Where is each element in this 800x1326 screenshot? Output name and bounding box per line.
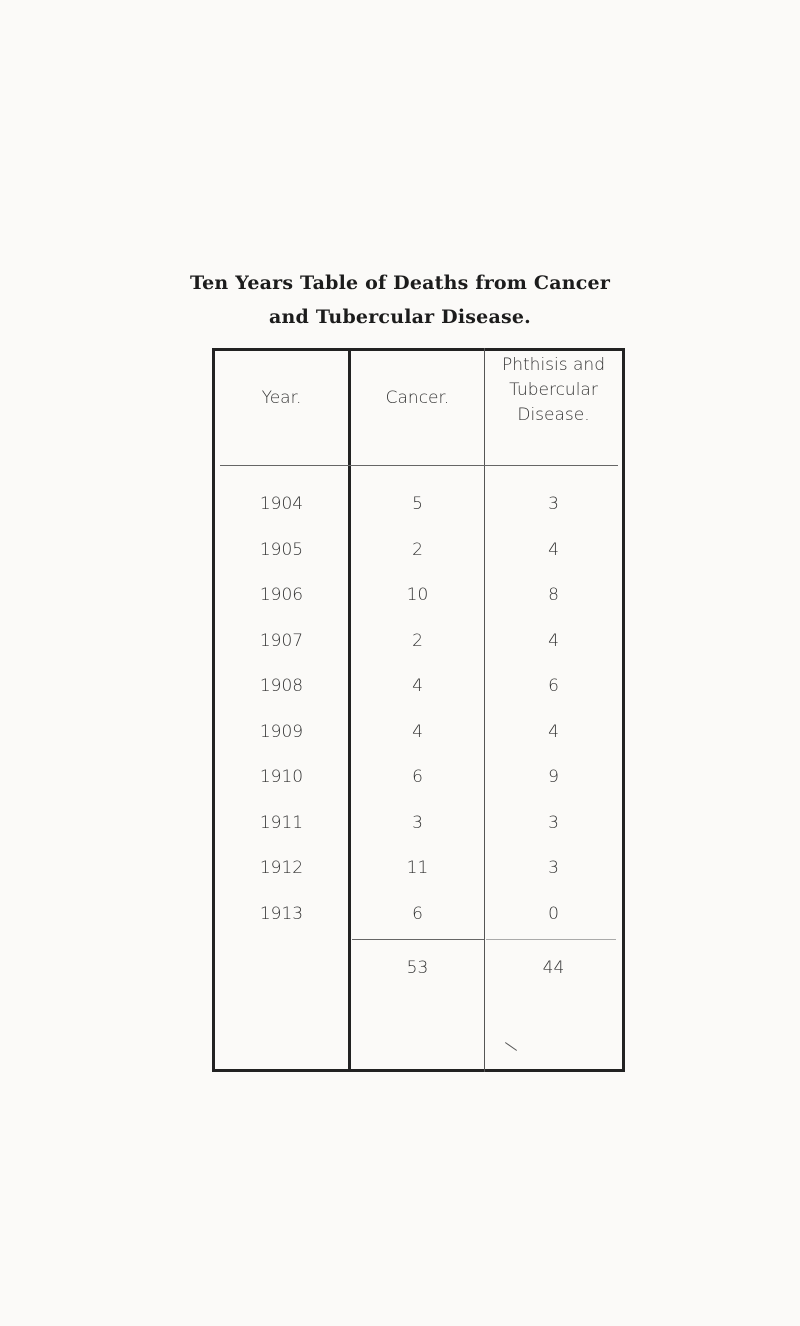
header-phthisis-line: Tubercular (509, 380, 598, 400)
cell-year: 1907 (259, 631, 304, 651)
page-subtitle: and Tubercular Disease. (269, 306, 531, 328)
totals-divider (486, 939, 616, 940)
cell-year: 1906 (259, 585, 304, 605)
deaths-table (212, 348, 626, 1072)
header-phthisis-line: Phthisis and (501, 355, 605, 375)
total-phthisis: 44 (542, 958, 565, 978)
cell-phthisis: 9 (548, 767, 559, 787)
cell-phthisis: 6 (548, 676, 559, 696)
cell-phthisis: 3 (548, 858, 559, 878)
cell-year: 1909 (259, 722, 304, 742)
cell-cancer: 3 (412, 813, 423, 833)
cell-cancer: 6 (412, 904, 423, 924)
cell-phthisis: 3 (548, 813, 559, 833)
header-cancer: Cancer. (385, 388, 450, 408)
cell-cancer: 10 (406, 585, 429, 605)
cell-phthisis: 3 (548, 494, 559, 514)
cell-year: 1904 (259, 494, 304, 514)
cell-year: 1905 (259, 540, 304, 560)
cell-year: 1912 (259, 858, 304, 878)
cell-phthisis: 8 (548, 585, 559, 605)
cell-cancer: 11 (406, 858, 429, 878)
totals-divider (352, 939, 484, 940)
header-phthisis-line: Disease. (517, 405, 590, 425)
cell-phthisis: 4 (548, 722, 559, 742)
cell-year: 1908 (259, 676, 304, 696)
cell-year: 1911 (259, 813, 304, 833)
cell-cancer: 4 (412, 676, 423, 696)
total-cancer: 53 (406, 958, 429, 978)
pen-mark (505, 1042, 517, 1051)
page-title: Ten Years Table of Deaths from Cancer (189, 272, 611, 294)
cell-year: 1910 (259, 767, 304, 787)
cell-cancer: 2 (412, 631, 423, 651)
cell-cancer: 4 (412, 722, 423, 742)
cell-cancer: 6 (412, 767, 423, 787)
cell-cancer: 2 (412, 540, 423, 560)
cell-year: 1913 (259, 904, 304, 924)
header-divider (220, 465, 618, 466)
table-top-rule (212, 348, 624, 351)
cell-phthisis: 4 (548, 540, 559, 560)
cell-phthisis: 0 (548, 904, 559, 924)
header-year: Year. (261, 388, 302, 408)
cell-phthisis: 4 (548, 631, 559, 651)
table-right-rule (622, 348, 625, 1072)
table-left-rule (212, 348, 215, 1072)
cell-cancer: 5 (412, 494, 423, 514)
table-bottom-rule (212, 1069, 624, 1072)
header-phthisis (485, 353, 622, 428)
